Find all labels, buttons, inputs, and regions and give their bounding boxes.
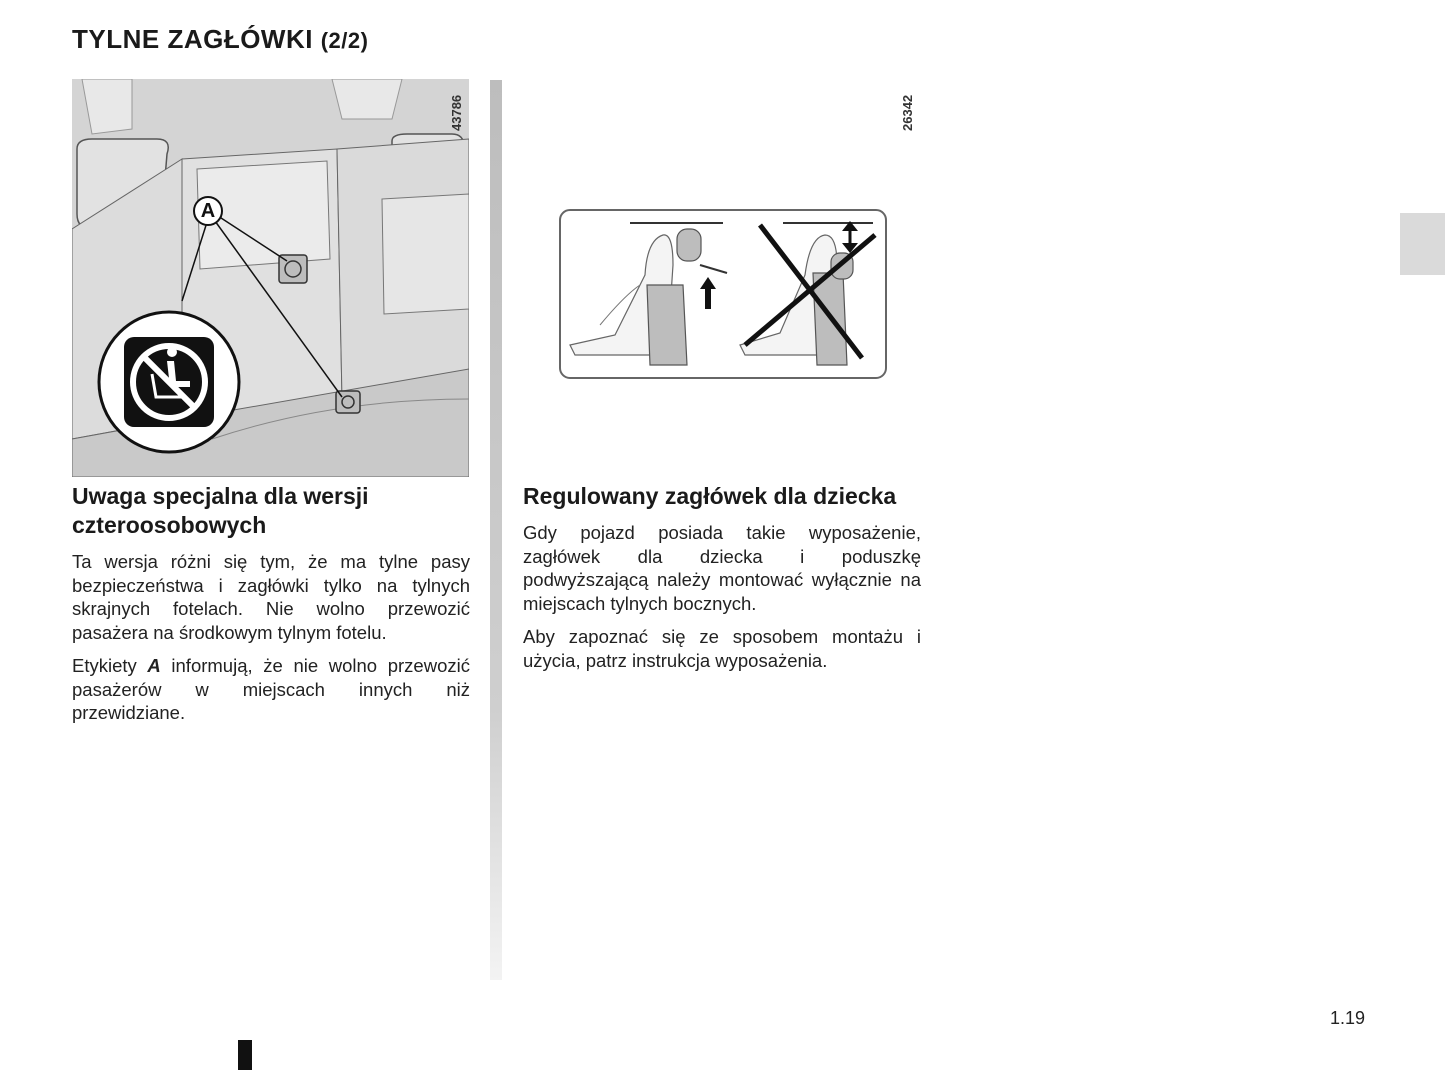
- section-tab: [1400, 213, 1445, 275]
- right-heading: Regulowany zagłówek dla dziecka: [523, 483, 897, 509]
- right-paragraph-2: Aby zapoznać się ze sposobem montażu i użycia, patrz instrukcja wyposażenia.: [523, 626, 921, 671]
- left-paragraph-2: [72, 654, 470, 725]
- rear-seats-drawing: [72, 79, 469, 477]
- rear-seats-illustration: [72, 79, 469, 477]
- label-a-reference: A: [147, 655, 161, 676]
- right-column: [523, 482, 921, 682]
- right-paragraph-1: Gdy pojazd posiada takie wyposażenie, zagłówek dla dziecka i poduszkę podwyższającą należy montować wyłącznie na miejscach tylnych bocznych.: [523, 522, 921, 614]
- left-heading: Uwaga specjalna dla wersji czteroosobowych: [72, 483, 369, 538]
- page-title-part: (2/2): [320, 28, 369, 53]
- left-column: [72, 482, 470, 735]
- page-title: [72, 24, 368, 55]
- figure-code-right: 26342: [900, 94, 915, 131]
- headrest-diagram: [555, 205, 891, 383]
- page-number: 1.19: [1330, 1008, 1366, 1028]
- page-title-text: TYLNE ZAGŁÓWKI: [72, 24, 313, 54]
- figure-label-a: A: [200, 200, 216, 222]
- figure-code-left: 43786: [449, 94, 464, 131]
- column-divider: [490, 80, 502, 980]
- headrest-adjustment-illustration: [555, 205, 891, 383]
- left-paragraph-1: Ta wersja różni się tym, że ma tylne pasy bezpieczeństwa i zagłówki tylko na tylnych skrajnych fotelach. Nie wolno przewozić pasażera na środkowym tylnym fotelu.: [72, 551, 470, 643]
- print-marker: [238, 1040, 252, 1070]
- left-paragraph-2-after: informują, że nie wolno przewozić pasażerów w miejscach innych niż przewidziane.: [72, 655, 470, 723]
- left-paragraph-2-before: Etykiety: [72, 655, 148, 676]
